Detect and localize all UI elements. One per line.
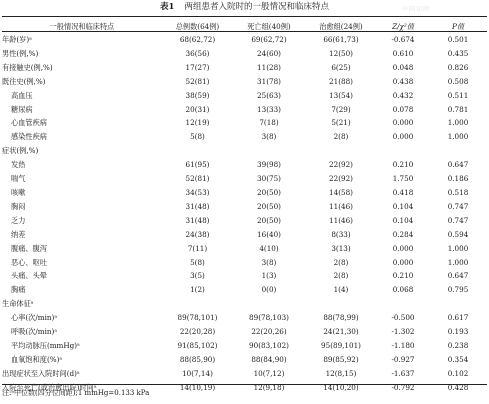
statistic-cell: 0.000 — [392, 132, 414, 142]
table-number: 表1 — [160, 2, 175, 12]
death-group-cell: 3(8) — [261, 132, 277, 142]
death-group-cell: 0(0) — [261, 285, 277, 295]
p-value-cell: 0.647 — [447, 160, 469, 170]
statistic-cell: 1.750 — [392, 174, 414, 184]
row-label: 血氧饱和度(%)ᵃ — [11, 354, 63, 364]
cured-group-cell: 8(33) — [331, 229, 351, 239]
total-cell: 68(62,72) — [179, 35, 216, 44]
table-row — [2, 172, 487, 186]
table-row — [2, 297, 487, 311]
cured-group-cell: 21(88) — [329, 76, 353, 86]
death-group-cell: 39(98) — [257, 160, 281, 170]
p-value-cell: 0.617 — [447, 313, 469, 323]
table-row — [2, 186, 487, 200]
row-label: 恶心、呕吐 — [11, 257, 47, 267]
table-row — [2, 116, 487, 130]
row-label: 高血压 — [11, 90, 33, 100]
table-row — [2, 228, 487, 242]
total-cell: 52(81) — [185, 76, 210, 86]
cured-group-cell: 89(85,92) — [323, 354, 359, 364]
death-group-cell: 69(62,72) — [251, 35, 287, 44]
p-value-cell: 0.354 — [447, 354, 469, 364]
header-row — [2, 20, 487, 33]
statistic-cell: -1.180 — [391, 340, 415, 350]
cured-group-cell: 11(46) — [329, 201, 353, 211]
row-label: 胸痛 — [11, 285, 26, 295]
total-cell: 52(81) — [185, 174, 210, 184]
p-value-cell: 0.501 — [447, 35, 469, 44]
row-label: 头痛、头晕 — [11, 271, 47, 281]
death-group-cell: 20(50) — [257, 187, 281, 197]
death-group-cell: 10(7,12) — [253, 368, 285, 378]
cured-group-cell: 6(25) — [331, 62, 351, 72]
p-value-cell: 0.594 — [447, 229, 469, 239]
table-row — [2, 33, 487, 47]
table-row — [2, 339, 487, 353]
cured-group-cell: 11(46) — [329, 215, 353, 225]
table-row — [2, 283, 487, 297]
cured-group-cell: 13(54) — [329, 90, 353, 100]
total-cell: 10(7,14) — [182, 368, 213, 378]
total-cell — [162, 297, 233, 311]
table-row — [2, 311, 487, 325]
p-value-cell: 0.238 — [447, 340, 469, 350]
statistic-cell: 0.078 — [392, 104, 414, 114]
statistic-cell: -0.674 — [391, 35, 415, 44]
p-value-cell: 0.102 — [447, 368, 469, 378]
table-row — [2, 47, 487, 61]
cured-group-cell: 5(21) — [331, 118, 351, 128]
p-value-cell: 0.511 — [447, 90, 469, 100]
statistic-cell: 0.284 — [392, 229, 414, 239]
death-group-cell: 24(60) — [257, 48, 281, 58]
p-value-cell: 0.186 — [447, 174, 469, 184]
row-label: 年龄(岁)ᵃ — [2, 35, 32, 44]
cured-group-cell: 14(10,20) — [323, 382, 359, 392]
p-value-cell: 0.435 — [447, 48, 469, 58]
table-row — [2, 144, 487, 158]
death-group-cell: 25(63) — [257, 90, 281, 100]
death-group-cell: 90(83,102) — [249, 340, 289, 350]
row-label: 糖尿病 — [11, 104, 33, 114]
total-cell: 89(78,101) — [177, 313, 218, 323]
death-group-cell: 7(18) — [259, 118, 279, 128]
statistic-cell: 0.048 — [392, 62, 414, 72]
total-cell: 88(85,90) — [179, 354, 216, 364]
row-label: 腹痛、腹泻 — [11, 243, 47, 253]
table-row — [2, 214, 487, 228]
row-label: 咳嗽 — [11, 187, 26, 197]
row-label: 平均动脉压(mmHg)ᵃ — [11, 340, 80, 350]
death-group-cell: 12(9,18) — [253, 382, 285, 392]
statistic-cell — [377, 144, 429, 158]
cured-group-cell — [305, 144, 377, 158]
row-label: 入院至死亡(或治愈出院)时间ᵃ — [2, 382, 97, 392]
row-label: 乏力 — [11, 215, 26, 225]
p-value-cell — [429, 144, 487, 158]
row-label: 纳差 — [11, 229, 26, 239]
row-label: 男性(例,%) — [2, 48, 39, 58]
statistic-cell: 0.000 — [392, 243, 414, 253]
table-title: 两组患者入院时的一般情况和临床特点 — [184, 2, 329, 12]
death-group-cell: 1(3) — [261, 271, 277, 281]
p-value-cell: 1.000 — [447, 257, 469, 267]
total-cell: 17(27) — [185, 62, 210, 72]
total-cell: 24(38) — [185, 229, 210, 239]
p-value-cell: 1.000 — [447, 118, 469, 128]
p-value-cell: 1.000 — [447, 243, 469, 253]
statistic-cell — [377, 297, 429, 311]
table-row — [2, 89, 487, 103]
cured-group-cell: 22(92) — [329, 160, 353, 170]
header-cured-group: 治愈组(24例) — [319, 22, 363, 31]
total-cell: 12(19) — [185, 118, 210, 128]
clinical-characteristics-table — [2, 20, 487, 395]
death-group-cell: 16(40) — [257, 229, 281, 239]
statistic-cell: 0.610 — [392, 48, 414, 58]
statistic-cell: -0.792 — [391, 382, 415, 392]
cured-group-cell: 88(78,99) — [323, 313, 359, 323]
cured-group-cell: 7(29) — [331, 104, 351, 114]
watermark: 中国知网 — [402, 6, 431, 13]
death-group-cell — [233, 144, 305, 158]
header-total: 总例数(64例) — [175, 22, 220, 31]
death-group-cell: 88(84,90) — [251, 354, 287, 364]
table-row — [2, 325, 487, 339]
cured-group-cell: 1(4) — [333, 285, 349, 295]
table-row — [2, 103, 487, 117]
death-group-cell: 11(28) — [257, 62, 281, 72]
total-cell: 22(20,28) — [179, 327, 216, 337]
table-row — [2, 130, 487, 144]
total-cell: 31(48) — [185, 215, 210, 225]
cured-group-cell: 3(13) — [331, 243, 351, 253]
table-row — [2, 269, 487, 283]
p-value-cell: 0.795 — [447, 285, 469, 295]
statistic-cell: -0.500 — [391, 313, 415, 323]
statistic-cell: 0.438 — [392, 76, 414, 86]
total-cell: 3(5) — [190, 271, 205, 281]
table-row — [2, 61, 487, 75]
row-label: 心率(次/min)ᵃ — [11, 313, 58, 323]
p-value-cell: 0.826 — [447, 62, 469, 72]
table-row — [2, 158, 487, 172]
death-group-cell: 4(10) — [259, 243, 279, 253]
death-group-cell: 22(20,26) — [251, 327, 287, 337]
p-value-cell: 0.747 — [447, 215, 469, 225]
total-cell: 31(48) — [185, 201, 210, 211]
total-cell: 36(56) — [185, 48, 210, 58]
death-group-cell: 31(78) — [257, 76, 281, 86]
header-characteristic: 一般情况和临床特点 — [49, 22, 115, 31]
statistic-cell: 0.104 — [392, 201, 414, 211]
statistic-cell: -1.302 — [391, 327, 415, 337]
total-cell: 34(53) — [185, 187, 210, 197]
statistic-cell: 0.068 — [392, 285, 414, 295]
total-cell: 61(95) — [185, 160, 210, 170]
table-row — [2, 200, 487, 214]
p-value-cell: 0.518 — [447, 187, 469, 197]
table-row — [2, 353, 487, 367]
total-cell: 5(8) — [190, 257, 205, 267]
table-row — [2, 75, 487, 89]
total-cell: 38(59) — [185, 90, 210, 100]
table-row — [2, 242, 487, 256]
header-statistic: Z/χ²值 — [392, 22, 414, 31]
cured-group-cell: 14(58) — [329, 187, 353, 197]
row-label: 生命体征ᵃ — [2, 299, 34, 309]
p-value-cell: 1.000 — [447, 132, 469, 142]
table-body — [2, 33, 487, 395]
statistic-cell: 0.000 — [392, 118, 414, 128]
cured-group-cell: 66(61,73) — [323, 35, 359, 44]
statistic-cell: 0.104 — [392, 215, 414, 225]
table-footnote: 注:ᵃ中位数(四分位间距);1 mmHg=0.133 kPa — [2, 389, 150, 397]
row-label: 感染性疾病 — [11, 132, 47, 142]
header-death-group: 死亡组(40例) — [247, 22, 291, 31]
statistic-cell: 0.210 — [392, 160, 414, 170]
cured-group-cell: 2(8) — [333, 132, 349, 142]
cured-group-cell: 12(8,15) — [325, 368, 357, 378]
cured-group-cell: 12(50) — [329, 48, 353, 58]
row-label: 心血管疾病 — [11, 118, 47, 128]
top-rule — [2, 16, 487, 17]
row-label: 症状(例,%) — [2, 146, 39, 156]
statistic-cell: -0.927 — [391, 354, 415, 364]
cured-group-cell: 24(21,30) — [323, 327, 359, 337]
row-label: 有接触史(例,%) — [2, 62, 53, 72]
row-label: 呼吸(次/min)ᵃ — [11, 327, 58, 337]
total-cell: 1(2) — [190, 285, 205, 295]
row-label: 发热 — [11, 160, 26, 170]
cured-group-cell: 2(8) — [333, 257, 349, 267]
death-group-cell: 20(50) — [257, 215, 281, 225]
total-cell: 20(31) — [185, 104, 210, 114]
total-cell: 91(85,102) — [177, 340, 218, 350]
statistic-cell: -1.637 — [391, 368, 415, 378]
death-group-cell: 89(78,103) — [249, 313, 289, 323]
cured-group-cell — [305, 297, 377, 311]
death-group-cell: 13(33) — [257, 104, 281, 114]
death-group-cell: 30(75) — [257, 174, 281, 184]
p-value-cell: 0.193 — [447, 327, 469, 337]
death-group-cell: 3(8) — [261, 257, 277, 267]
table-row — [2, 367, 487, 381]
total-cell — [162, 144, 233, 158]
total-cell: 14(10,19) — [179, 382, 216, 392]
table-row — [2, 256, 487, 270]
statistic-cell: 0.000 — [392, 257, 414, 267]
total-cell: 5(8) — [190, 132, 205, 142]
p-value-cell — [429, 297, 487, 311]
p-value-cell: 0.781 — [447, 104, 469, 114]
p-value-cell: 0.508 — [447, 76, 469, 86]
cured-group-cell: 2(8) — [333, 271, 349, 281]
p-value-cell: 0.747 — [447, 201, 469, 211]
header-p-value: P值 — [451, 22, 465, 31]
cured-group-cell: 95(89,101) — [321, 340, 361, 350]
row-label: 胸闷 — [11, 201, 26, 211]
p-value-cell: 0.428 — [447, 382, 469, 392]
death-group-cell: 20(50) — [257, 201, 281, 211]
statistic-cell: 0.432 — [392, 90, 414, 100]
statistic-cell: 0.210 — [392, 271, 414, 281]
cured-group-cell: 22(92) — [329, 174, 353, 184]
p-value-cell: 0.647 — [447, 271, 469, 281]
row-label: 喘气 — [11, 174, 26, 184]
row-label: 既往史(例,%) — [2, 76, 46, 86]
death-group-cell — [233, 297, 305, 311]
total-cell: 7(11) — [187, 243, 208, 253]
row-label: 出现症状至入院时间(d)ᵃ — [2, 368, 80, 378]
statistic-cell: 0.418 — [392, 187, 414, 197]
